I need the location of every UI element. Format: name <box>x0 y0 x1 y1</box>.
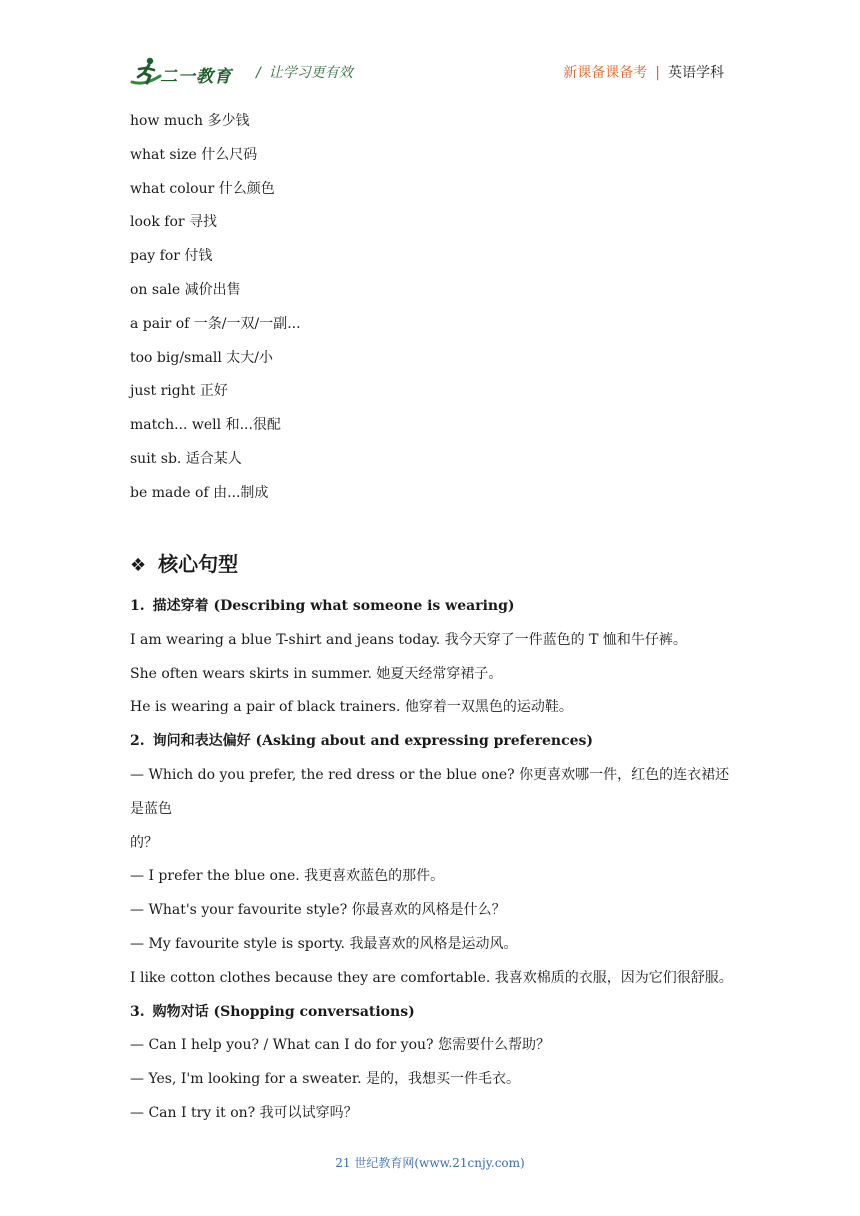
vocab-item: suit sb. 适合某人 <box>130 450 242 467</box>
sentence-line: — My favourite style is sporty. 我最喜欢的风格是运动风。 <box>130 935 518 952</box>
vocab-item: what size 什么尺码 <box>130 146 258 163</box>
vocab-item: a pair of 一条/一双/一副... <box>130 315 301 332</box>
vocab-item: pay for 付钱 <box>130 248 213 265</box>
tag-subject: 英语学科 <box>668 65 724 81</box>
sentence-line: I am wearing a blue T-shirt and jeans today. 我今天穿了一件蓝色的 T 恤和牛仔裤。 <box>130 631 687 648</box>
page-header <box>130 54 730 94</box>
runner-logo-icon <box>130 56 164 90</box>
slogan: / 让学习更有效 <box>256 65 353 81</box>
slogan-text: 让学习更有效 <box>268 65 353 81</box>
sentence-line: 的？ <box>130 834 158 851</box>
vocab-item: be made of 由...制成 <box>130 484 269 501</box>
vocab-item: what colour 什么颜色 <box>130 180 275 197</box>
vocab-item: how much 多少钱 <box>130 113 250 129</box>
sentence-line: — Can I help you? / What can I do for you? 您需要什么帮助？ <box>130 1037 550 1054</box>
sentence-line: — Which do you prefer, the red dress or the blue one? 你更喜欢哪一件，红色的连衣裙还是蓝色 <box>130 766 730 817</box>
tag-prep: 新课备课备考 <box>563 65 648 81</box>
group-heading: 1. 描述穿着 (Describing what someone is wearing) <box>130 598 515 614</box>
sentence-line: I like cotton clothes because they are comfortable. 我喜欢棉质的衣服，因为它们很舒服。 <box>130 969 733 986</box>
logo-text: 二一教育 <box>160 67 232 87</box>
group-heading: 3. 购物对话 (Shopping conversations) <box>130 1003 415 1020</box>
vocab-list <box>130 108 730 514</box>
vocab-item: just right 正好 <box>130 383 228 400</box>
sentence-line: — Yes, I'm looking for a sweater. 是的，我想买一件毛衣。 <box>130 1071 520 1088</box>
sentence-line: — Can I try it on? 我可以试穿吗？ <box>130 1104 358 1121</box>
logo <box>130 56 240 90</box>
diamond-bullet-icon: ❖ <box>130 555 147 576</box>
sentence-line: He is wearing a pair of black trainers. 他穿着一双黑色的运动鞋。 <box>130 699 573 716</box>
vocab-item: match... well 和...很配 <box>130 417 281 434</box>
sentence-line: She often wears skirts in summer. 她夏天经常穿裙子。 <box>130 665 503 682</box>
vocab-item: too big/small 太大/小 <box>130 349 273 366</box>
section-title: 核心句型 <box>158 552 239 576</box>
header-tags: 新课备课备考 | 英语学科 <box>563 65 724 81</box>
group-heading: 2. 询问和表达偏好 (Asking about and expressing preferences) <box>130 733 594 750</box>
sentence-line: — I prefer the blue one. 我更喜欢蓝色的那件。 <box>130 868 445 885</box>
vocab-item: on sale 减价出售 <box>130 281 241 298</box>
section-heading <box>130 548 238 577</box>
page-footer: 21 世纪教育网(www.21cnjy.com) <box>335 1156 525 1170</box>
vocab-item: look for 寻找 <box>130 214 218 231</box>
sentence-patterns <box>130 590 734 1131</box>
sentence-line: — What's your favourite style? 你最喜欢的风格是什么？ <box>130 902 506 919</box>
